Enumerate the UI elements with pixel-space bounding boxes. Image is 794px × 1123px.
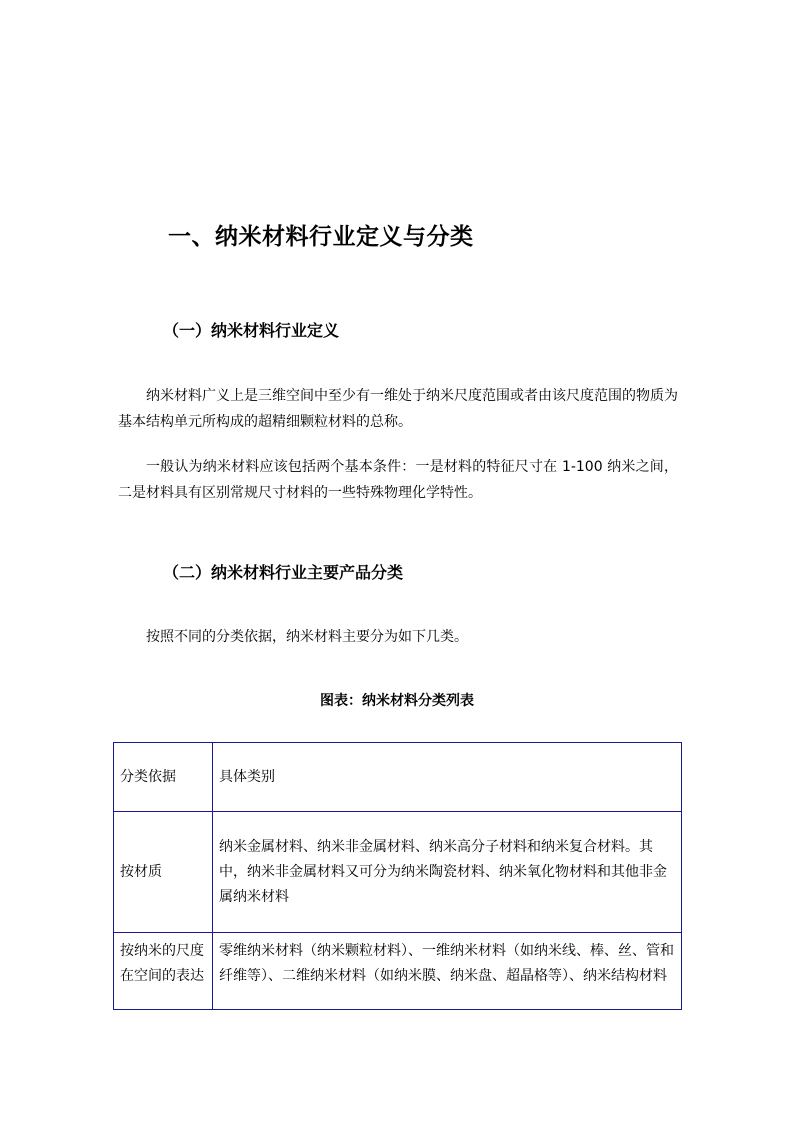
classification-intro-paragraph: 按照不同的分类依据，纳米材料主要分为如下几类。 [146,629,468,645]
classification-table-container [113,742,682,1010]
section-title-definition: （一）纳米材料行业定义 [163,321,340,340]
table-header-basis: 分类依据 [114,743,213,812]
section-title-classification: （二）纳米材料行业主要产品分类 [163,563,404,582]
table-cell-category: 纳米金属材料、纳米非金属材料、纳米高分子材料和纳米复合材料。其中，纳米非金属材料又可分为纳米陶瓷材料、纳米氧化物材料和其他非金属纳米材料 [213,812,682,933]
definition-paragraph-2: 一般认为纳米材料应该包括两个基本条件：一是材料的特征尺寸在 1-100 纳米之间，二是材料具有区别常规尺寸材料的一些特殊物理化学特性。 [118,459,678,501]
table-caption: 图表：纳米材料分类列表 [320,693,474,709]
table-row [114,933,682,1011]
classification-table [113,742,682,1010]
table-cell-basis: 按纳米的尺度在空间的表达 [114,933,213,1011]
table-cell-basis: 按材质 [114,812,213,933]
definition-paragraph-1: 纳米材料广义上是三维空间中至少有一维处于纳米尺度范围或者由该尺度范围的物质为基本结构单元所构成的超精细颗粒材料的总称。 [118,388,678,430]
table-header-row [114,743,682,812]
table-row [114,812,682,933]
table-cell-category: 零维纳米材料（纳米颗粒材料）、一维纳米材料（如纳米线、棒、丝、管和纤维等）、二维纳米材料（如纳米膜、纳米盘、超晶格等）、纳米结构材料 [213,933,682,1011]
page-title: 一、纳米材料行业定义与分类 [168,224,474,250]
table-header-category: 具体类别 [213,743,682,812]
